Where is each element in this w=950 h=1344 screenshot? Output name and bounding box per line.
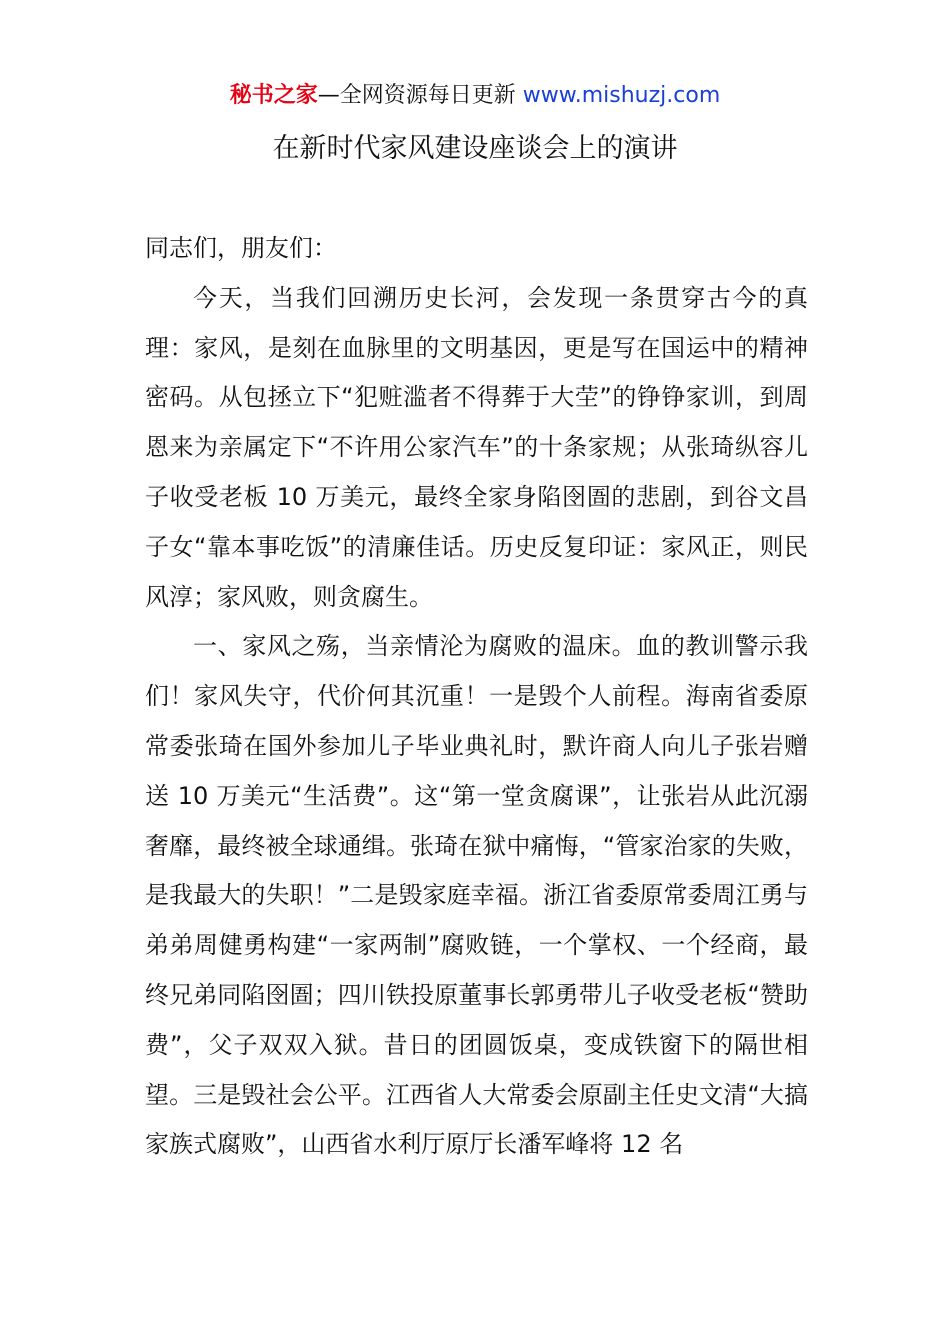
document-body bbox=[145, 224, 808, 1170]
document-title: 在新时代家风建设座谈会上的演讲 bbox=[272, 133, 678, 164]
paragraph-intro: 今天，当我们回溯历史长河，会发现一条贯穿古今的真理：家风，是刻在血脉里的文明基因，更是写在国运中的精神密码。从包拯立下“犯赃滥者不得葬于大茔”的铮铮家训，到周恩来为亲属定下“不许用公家汽车”的十条家规；从张琦纵容儿子收受老板 10 万美元，最终全家身陷囹圄的悲剧，到谷文昌子女“靠本事吃饭”的清廉佳话。历史反复印证：家风正，则民风淳；家风败，则贪腐生。 bbox=[145, 283, 808, 611]
greeting: 同志们，朋友们： bbox=[145, 234, 337, 262]
site-header bbox=[0, 80, 950, 112]
paragraph-section-one: 一、家风之殇，当亲情沦为腐败的温床。血的教训警示我们！家风失守，代价何其沉重！一是毁个人前程。海南省委原常委张琦在国外参加儿子毕业典礼时，默许商人向儿子张岩赠送 10 万美元“生活费”。这“第一堂贪腐课”，让张岩从此沉溺奢靡，最终被全球通缉。张琦在狱中痛悔，“管家治家的失败，是我最大的失职！”二是毁家庭幸福。浙江省委原常委周江勇与弟弟周健勇构建“一家两制”腐败链，一个掌权、一个经商，最终兄弟同陷囹圄；四川铁投原董事长郭勇带儿子收受老板“赞助费”，父子双双入狱。昔日的团圆饭桌，变成铁窗下的隔世相望。三是毁社会公平。江西省人大常委会原副主任史文清“大搞家族式腐败”，山西省水利厅原厅长潘军峰将 12 名 bbox=[145, 632, 808, 1159]
site-url-link[interactable]: www.mishuzj.com bbox=[522, 83, 721, 108]
brand-name: 秘书之家 bbox=[229, 83, 318, 108]
header-slogan: —全网资源每日更新 bbox=[317, 83, 523, 108]
